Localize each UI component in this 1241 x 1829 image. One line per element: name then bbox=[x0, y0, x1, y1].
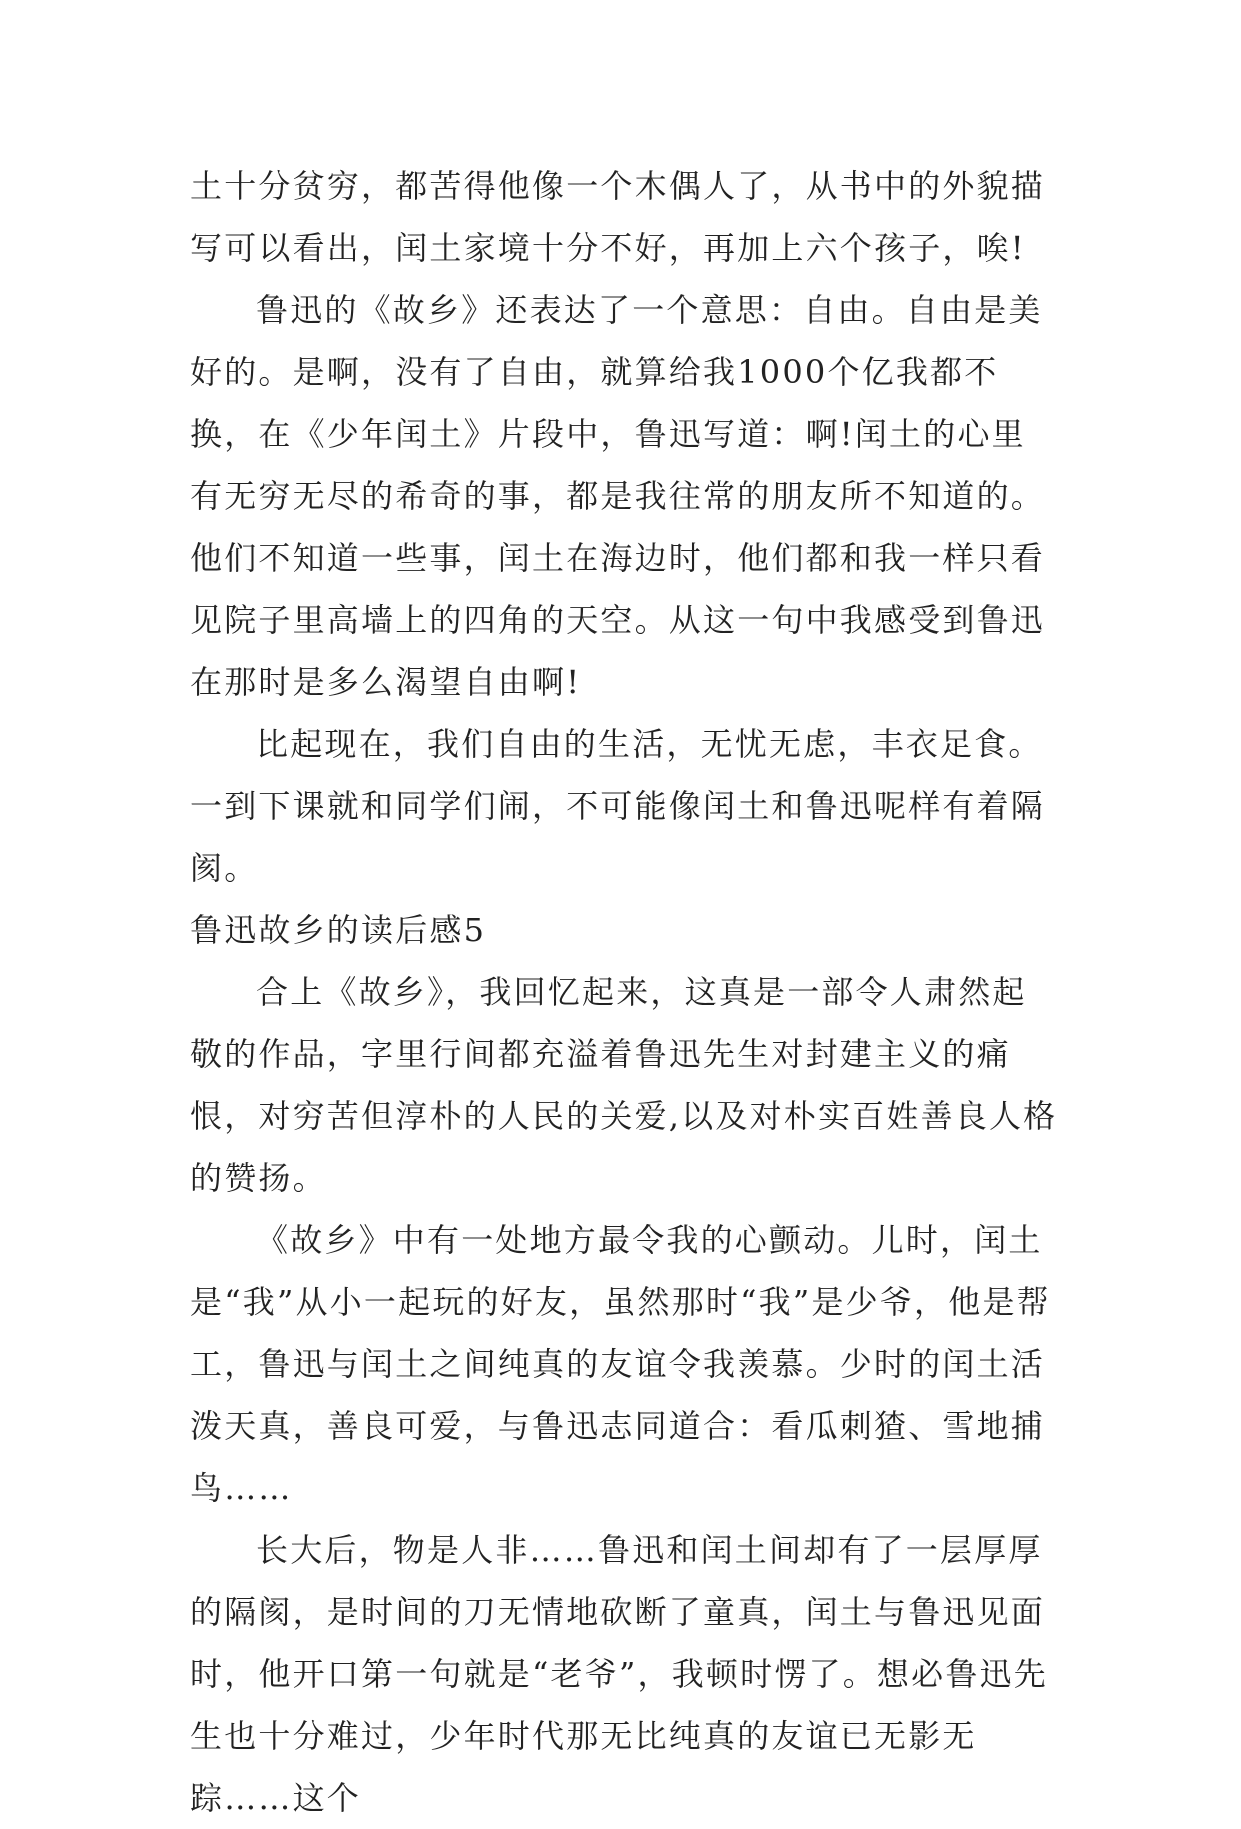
paragraph-grown-up: 长大后，物是人非……鲁迅和闰土间却有了一层厚厚的隔阂，是时间的刀无情地砍断了童真，闰土与鲁迅见面时，他开口第一句就是“老爷”，我顿时愣了。想必鲁迅先生也十分难过，少年时代那无比纯真的友谊已无影无踪……这个 bbox=[190, 1531, 1048, 1817]
paragraph-continued: 土十分贫穷，都苦得他像一个木偶人了，从书中的外貌描写可以看出，闰土家境十分不好，再加上六个孩子，唉! bbox=[190, 167, 1046, 267]
section-heading: 鲁迅故乡的读后感5 bbox=[190, 911, 487, 949]
document-body bbox=[190, 155, 1060, 1829]
paragraph-comparison: 比起现在，我们自由的生活，无忧无虑，丰衣足食。一到下课就和同学们闹，不可能像闰土和鲁迅呢样有着隔阂。 bbox=[190, 725, 1046, 887]
paragraph-freedom: 鲁迅的《故乡》还表达了一个意思：自由。自由是美好的。是啊，没有了自由，就算给我1000个亿我都不换，在《少年闰土》片段中，鲁迅写道：啊!闰土的心里有无穷无尽的希奇的事，都是我往常的朋友所不知道的。他们不知道一些事，闰土在海边时，他们都和我一样只看见院子里高墙上的四角的天空。从这一句中我感受到鲁迅在那时是多么渴望自由啊! bbox=[190, 291, 1046, 701]
paragraph-childhood: 《故乡》中有一处地方最令我的心颤动。儿时，闰土是“我”从小一起玩的好友，虽然那时“我”是少爷，他是帮工，鲁迅与闰土之间纯真的友谊令我羡慕。少时的闰土活泼天真，善良可爱，与鲁迅志同道合：看瓜刺猹、雪地捕鸟…… bbox=[190, 1221, 1051, 1507]
paragraph-closing-book: 合上《故乡》，我回忆起来，这真是一部令人肃然起敬的作品，字里行间都充溢着鲁迅先生对封建主义的痛恨，对穷苦但淳朴的人民的关爱,以及对朴实百姓善良人格的赞扬。 bbox=[190, 973, 1058, 1197]
